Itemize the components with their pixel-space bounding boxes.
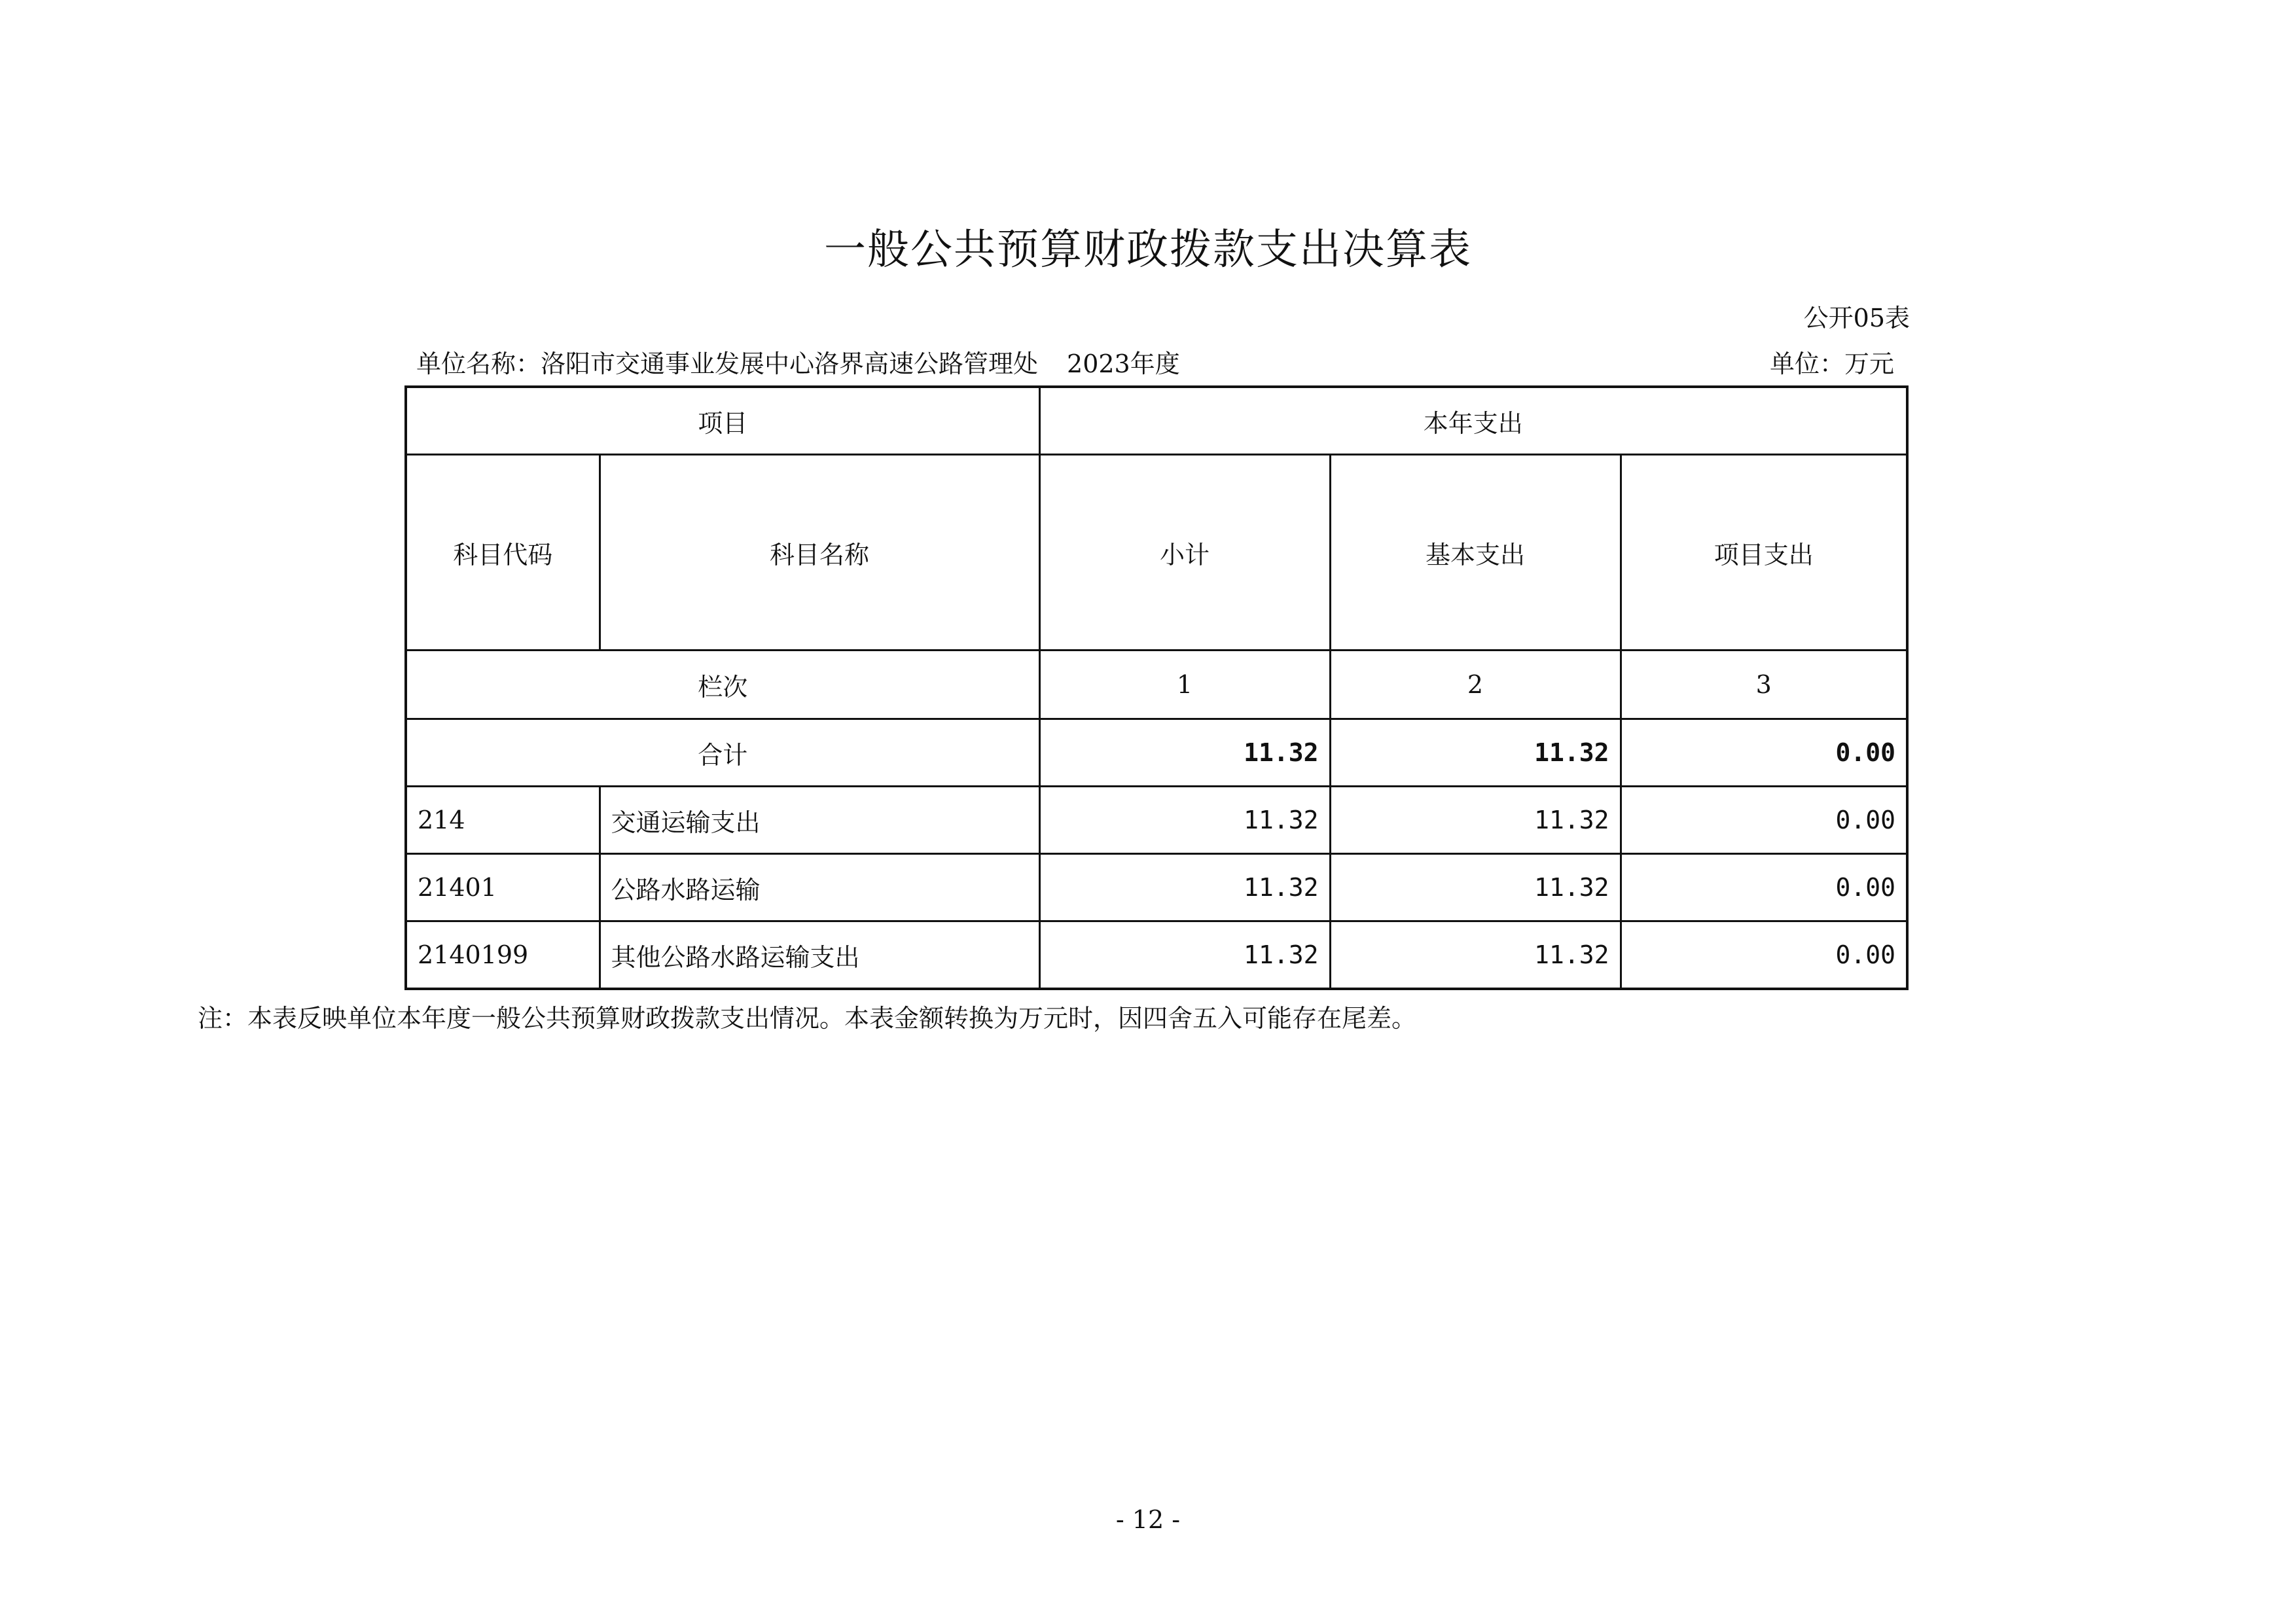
col-subtotal-header: 小计	[1039, 455, 1330, 651]
row-name: 交通运输支出	[600, 787, 1039, 854]
row-subtotal: 11.32	[1039, 854, 1330, 921]
page-title: 一般公共预算财政拨款支出决算表	[824, 226, 1472, 274]
page-number: - 12 -	[1115, 1505, 1181, 1534]
column-index-row	[406, 651, 1907, 719]
unit-name-line	[416, 344, 1180, 380]
col-code-header: 科目代码	[406, 455, 600, 651]
row-project: 0.00	[1621, 921, 1907, 990]
expense-table	[404, 385, 1909, 990]
table-row	[406, 787, 1907, 854]
col-basic-header: 基本支出	[1330, 455, 1621, 651]
column-index-label: 栏次	[406, 651, 1039, 719]
table-row	[406, 854, 1907, 921]
row-code: 214	[406, 787, 600, 854]
row-name: 其他公路水路运输支出	[600, 921, 1039, 990]
total-row	[406, 719, 1907, 787]
total-project: 0.00	[1621, 719, 1907, 787]
col-project-header: 项目支出	[1621, 455, 1907, 651]
table-note: 注：本表反映单位本年度一般公共预算财政拨款支出情况。本表金额转换为万元时，因四舍五入可能存在尾差。	[198, 1004, 1417, 1033]
table-header-row	[406, 387, 1907, 455]
row-basic: 11.32	[1330, 921, 1621, 990]
total-subtotal: 11.32	[1039, 719, 1330, 787]
header-year-expense: 本年支出	[1039, 387, 1907, 455]
col-name-header: 科目名称	[600, 455, 1039, 651]
row-code: 21401	[406, 854, 600, 921]
row-project: 0.00	[1621, 787, 1907, 854]
column-index-1: 1	[1039, 651, 1330, 719]
table-subheader-row	[406, 455, 1907, 651]
row-project: 0.00	[1621, 854, 1907, 921]
form-code: 公开05表	[1803, 304, 1910, 332]
row-name: 公路水路运输	[600, 854, 1039, 921]
column-index-3: 3	[1621, 651, 1907, 719]
table-row	[406, 921, 1907, 990]
row-basic: 11.32	[1330, 787, 1621, 854]
unit-money-label: 单位：万元	[1769, 349, 1894, 378]
column-index-2: 2	[1330, 651, 1621, 719]
row-subtotal: 11.32	[1039, 787, 1330, 854]
row-subtotal: 11.32	[1039, 921, 1330, 990]
header-item: 项目	[406, 387, 1039, 455]
total-label: 合计	[406, 719, 1039, 787]
unit-name-label: 单位名称：洛阳市交通事业发展中心洛界高速公路管理处	[416, 349, 1039, 378]
row-code: 2140199	[406, 921, 600, 990]
total-basic: 11.32	[1330, 719, 1621, 787]
row-basic: 11.32	[1330, 854, 1621, 921]
year-label: 2023年度	[1067, 349, 1180, 378]
